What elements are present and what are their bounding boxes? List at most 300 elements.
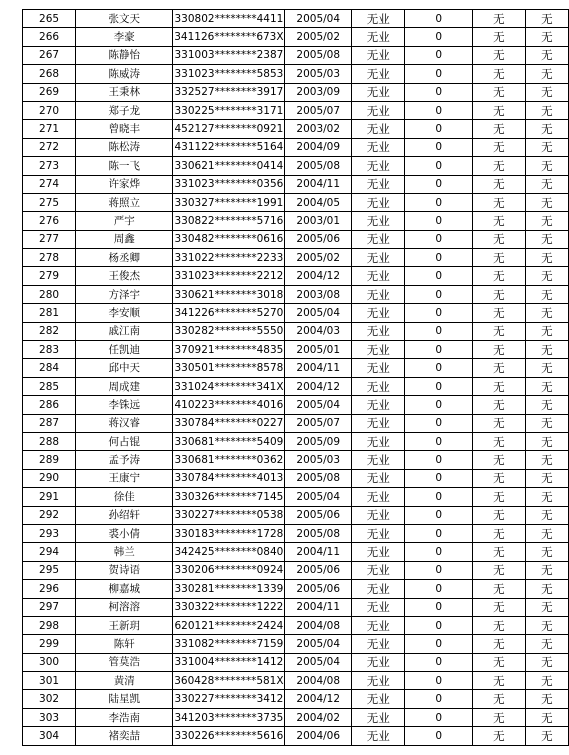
flag-cell-b: 无 <box>525 65 568 83</box>
row-number-cell: 292 <box>23 506 76 524</box>
table-row <box>23 65 569 83</box>
row-number-cell: 291 <box>23 488 76 506</box>
status-cell: 无业 <box>352 690 405 708</box>
name-cell: 陈轩 <box>76 635 173 653</box>
id-number-cell: 331082********7159 <box>173 635 285 653</box>
id-number-cell: 330206********0924 <box>173 561 285 579</box>
flag-cell-a: 无 <box>473 10 526 28</box>
flag-cell-a: 无 <box>473 65 526 83</box>
row-number-cell: 284 <box>23 359 76 377</box>
name-cell: 周鑫 <box>76 230 173 248</box>
date-cell: 2005/01 <box>285 341 352 359</box>
table-row <box>23 359 569 377</box>
flag-cell-a: 无 <box>473 46 526 64</box>
flag-cell-b: 无 <box>525 157 568 175</box>
flag-cell-b: 无 <box>525 561 568 579</box>
id-number-cell: 330227********3412 <box>173 690 285 708</box>
name-cell: 严宇 <box>76 212 173 230</box>
flag-cell-b: 无 <box>525 598 568 616</box>
id-number-cell: 330784********4013 <box>173 469 285 487</box>
date-cell: 2004/02 <box>285 708 352 726</box>
date-cell: 2004/06 <box>285 727 352 745</box>
date-cell: 2005/03 <box>285 65 352 83</box>
count-cell: 0 <box>405 561 473 579</box>
status-cell: 无业 <box>352 341 405 359</box>
status-cell: 无业 <box>352 432 405 450</box>
status-cell: 无业 <box>352 451 405 469</box>
name-cell: 蒋照立 <box>76 193 173 211</box>
status-cell: 无业 <box>352 304 405 322</box>
row-number-cell: 293 <box>23 524 76 542</box>
row-number-cell: 299 <box>23 635 76 653</box>
flag-cell-b: 无 <box>525 28 568 46</box>
flag-cell-a: 无 <box>473 616 526 634</box>
id-number-cell: 452127********0921 <box>173 120 285 138</box>
flag-cell-b: 无 <box>525 396 568 414</box>
name-cell: 蒋汉睿 <box>76 414 173 432</box>
name-cell: 郑子龙 <box>76 101 173 119</box>
name-cell: 曾晓丰 <box>76 120 173 138</box>
id-number-cell: 342425********0840 <box>173 543 285 561</box>
row-number-cell: 267 <box>23 46 76 64</box>
flag-cell-b: 无 <box>525 708 568 726</box>
name-cell: 王康宁 <box>76 469 173 487</box>
name-cell: 张文天 <box>76 10 173 28</box>
flag-cell-b: 无 <box>525 377 568 395</box>
date-cell: 2004/12 <box>285 267 352 285</box>
id-number-cell: 330281********1339 <box>173 580 285 598</box>
row-number-cell: 269 <box>23 83 76 101</box>
flag-cell-a: 无 <box>473 672 526 690</box>
count-cell: 0 <box>405 506 473 524</box>
date-cell: 2004/12 <box>285 377 352 395</box>
name-cell: 孙绍轩 <box>76 506 173 524</box>
flag-cell-a: 无 <box>473 561 526 579</box>
date-cell: 2005/02 <box>285 28 352 46</box>
count-cell: 0 <box>405 432 473 450</box>
name-cell: 李豪 <box>76 28 173 46</box>
table-row <box>23 653 569 671</box>
id-number-cell: 332527********3917 <box>173 83 285 101</box>
row-number-cell: 265 <box>23 10 76 28</box>
row-number-cell: 297 <box>23 598 76 616</box>
flag-cell-b: 无 <box>525 322 568 340</box>
count-cell: 0 <box>405 267 473 285</box>
date-cell: 2004/03 <box>285 322 352 340</box>
name-cell: 王秉林 <box>76 83 173 101</box>
name-cell: 戚江南 <box>76 322 173 340</box>
flag-cell-a: 无 <box>473 506 526 524</box>
id-number-cell: 330327********1991 <box>173 193 285 211</box>
count-cell: 0 <box>405 10 473 28</box>
flag-cell-a: 无 <box>473 359 526 377</box>
row-number-cell: 285 <box>23 377 76 395</box>
flag-cell-b: 无 <box>525 120 568 138</box>
count-cell: 0 <box>405 175 473 193</box>
table-row <box>23 267 569 285</box>
flag-cell-a: 无 <box>473 341 526 359</box>
date-cell: 2005/08 <box>285 524 352 542</box>
row-number-cell: 272 <box>23 138 76 156</box>
row-number-cell: 296 <box>23 580 76 598</box>
id-number-cell: 330282********5550 <box>173 322 285 340</box>
count-cell: 0 <box>405 543 473 561</box>
name-cell: 韩兰 <box>76 543 173 561</box>
status-cell: 无业 <box>352 212 405 230</box>
id-number-cell: 370921********4835 <box>173 341 285 359</box>
id-number-cell: 331003********2387 <box>173 46 285 64</box>
flag-cell-b: 无 <box>525 653 568 671</box>
id-number-cell: 360428********581X <box>173 672 285 690</box>
table-row <box>23 469 569 487</box>
count-cell: 0 <box>405 635 473 653</box>
count-cell: 0 <box>405 212 473 230</box>
table-row <box>23 580 569 598</box>
flag-cell-a: 无 <box>473 727 526 745</box>
date-cell: 2004/11 <box>285 543 352 561</box>
id-number-cell: 331023********0356 <box>173 175 285 193</box>
name-cell: 邱中天 <box>76 359 173 377</box>
count-cell: 0 <box>405 46 473 64</box>
name-cell: 陈威涛 <box>76 65 173 83</box>
count-cell: 0 <box>405 83 473 101</box>
row-number-cell: 278 <box>23 249 76 267</box>
table-row <box>23 672 569 690</box>
count-cell: 0 <box>405 359 473 377</box>
flag-cell-b: 无 <box>525 101 568 119</box>
table-row <box>23 46 569 64</box>
table-row <box>23 249 569 267</box>
table-row <box>23 83 569 101</box>
name-cell: 王新玥 <box>76 616 173 634</box>
flag-cell-a: 无 <box>473 83 526 101</box>
row-number-cell: 268 <box>23 65 76 83</box>
flag-cell-b: 无 <box>525 249 568 267</box>
name-cell: 孟予涛 <box>76 451 173 469</box>
date-cell: 2005/06 <box>285 230 352 248</box>
date-cell: 2004/11 <box>285 598 352 616</box>
status-cell: 无业 <box>352 414 405 432</box>
date-cell: 2003/08 <box>285 285 352 303</box>
status-cell: 无业 <box>352 598 405 616</box>
flag-cell-a: 无 <box>473 249 526 267</box>
flag-cell-a: 无 <box>473 451 526 469</box>
flag-cell-a: 无 <box>473 635 526 653</box>
date-cell: 2005/06 <box>285 561 352 579</box>
flag-cell-b: 无 <box>525 83 568 101</box>
date-cell: 2004/05 <box>285 193 352 211</box>
table-row <box>23 432 569 450</box>
name-cell: 方泽宇 <box>76 285 173 303</box>
flag-cell-b: 无 <box>525 506 568 524</box>
count-cell: 0 <box>405 469 473 487</box>
table-row <box>23 322 569 340</box>
table-row <box>23 157 569 175</box>
status-cell: 无业 <box>352 396 405 414</box>
count-cell: 0 <box>405 451 473 469</box>
flag-cell-b: 无 <box>525 469 568 487</box>
id-number-cell: 330322********1222 <box>173 598 285 616</box>
id-number-cell: 330681********0362 <box>173 451 285 469</box>
name-cell: 李安顺 <box>76 304 173 322</box>
id-number-cell: 330227********0538 <box>173 506 285 524</box>
name-cell: 李铢远 <box>76 396 173 414</box>
status-cell: 无业 <box>352 635 405 653</box>
name-cell: 黄清 <box>76 672 173 690</box>
name-cell: 许家烨 <box>76 175 173 193</box>
name-cell: 何占锟 <box>76 432 173 450</box>
status-cell: 无业 <box>352 708 405 726</box>
roster-table <box>22 9 569 746</box>
count-cell: 0 <box>405 230 473 248</box>
count-cell: 0 <box>405 341 473 359</box>
status-cell: 无业 <box>352 249 405 267</box>
date-cell: 2004/08 <box>285 616 352 634</box>
flag-cell-b: 无 <box>525 488 568 506</box>
name-cell: 陆星凯 <box>76 690 173 708</box>
table-row <box>23 101 569 119</box>
status-cell: 无业 <box>352 616 405 634</box>
name-cell: 王俊杰 <box>76 267 173 285</box>
name-cell: 李浩南 <box>76 708 173 726</box>
flag-cell-a: 无 <box>473 304 526 322</box>
row-number-cell: 281 <box>23 304 76 322</box>
date-cell: 2005/04 <box>285 304 352 322</box>
flag-cell-a: 无 <box>473 488 526 506</box>
status-cell: 无业 <box>352 672 405 690</box>
flag-cell-b: 无 <box>525 46 568 64</box>
flag-cell-b: 无 <box>525 543 568 561</box>
row-number-cell: 298 <box>23 616 76 634</box>
flag-cell-a: 无 <box>473 101 526 119</box>
table-row <box>23 138 569 156</box>
flag-cell-b: 无 <box>525 230 568 248</box>
table-row <box>23 175 569 193</box>
id-number-cell: 620121********2424 <box>173 616 285 634</box>
status-cell: 无业 <box>352 10 405 28</box>
id-number-cell: 331022********2233 <box>173 249 285 267</box>
count-cell: 0 <box>405 120 473 138</box>
count-cell: 0 <box>405 488 473 506</box>
count-cell: 0 <box>405 653 473 671</box>
row-number-cell: 286 <box>23 396 76 414</box>
status-cell: 无业 <box>352 101 405 119</box>
flag-cell-b: 无 <box>525 341 568 359</box>
status-cell: 无业 <box>352 561 405 579</box>
name-cell: 柯溶溶 <box>76 598 173 616</box>
id-number-cell: 410223********4016 <box>173 396 285 414</box>
id-number-cell: 341126********673X <box>173 28 285 46</box>
flag-cell-a: 无 <box>473 690 526 708</box>
table-row <box>23 230 569 248</box>
flag-cell-a: 无 <box>473 524 526 542</box>
flag-cell-b: 无 <box>525 267 568 285</box>
count-cell: 0 <box>405 690 473 708</box>
name-cell: 陈一飞 <box>76 157 173 175</box>
table-row <box>23 396 569 414</box>
table-row <box>23 377 569 395</box>
flag-cell-a: 无 <box>473 212 526 230</box>
date-cell: 2005/09 <box>285 432 352 450</box>
count-cell: 0 <box>405 193 473 211</box>
status-cell: 无业 <box>352 138 405 156</box>
table-row <box>23 561 569 579</box>
name-cell: 裘小倩 <box>76 524 173 542</box>
row-number-cell: 273 <box>23 157 76 175</box>
flag-cell-b: 无 <box>525 432 568 450</box>
table-row <box>23 616 569 634</box>
name-cell: 柳嘉城 <box>76 580 173 598</box>
id-number-cell: 330621********3018 <box>173 285 285 303</box>
flag-cell-b: 无 <box>525 359 568 377</box>
date-cell: 2004/11 <box>285 175 352 193</box>
count-cell: 0 <box>405 101 473 119</box>
flag-cell-a: 无 <box>473 28 526 46</box>
flag-cell-a: 无 <box>473 580 526 598</box>
status-cell: 无业 <box>352 157 405 175</box>
status-cell: 无业 <box>352 193 405 211</box>
name-cell: 任凯迪 <box>76 341 173 359</box>
status-cell: 无业 <box>352 46 405 64</box>
flag-cell-a: 无 <box>473 708 526 726</box>
table-row <box>23 285 569 303</box>
table-row <box>23 727 569 745</box>
table-row <box>23 212 569 230</box>
count-cell: 0 <box>405 249 473 267</box>
count-cell: 0 <box>405 708 473 726</box>
table-row <box>23 635 569 653</box>
table-row <box>23 28 569 46</box>
row-number-cell: 304 <box>23 727 76 745</box>
status-cell: 无业 <box>352 377 405 395</box>
row-number-cell: 274 <box>23 175 76 193</box>
table-row <box>23 506 569 524</box>
status-cell: 无业 <box>352 359 405 377</box>
flag-cell-a: 无 <box>473 120 526 138</box>
flag-cell-b: 无 <box>525 690 568 708</box>
row-number-cell: 266 <box>23 28 76 46</box>
table-row <box>23 120 569 138</box>
row-number-cell: 276 <box>23 212 76 230</box>
flag-cell-a: 无 <box>473 138 526 156</box>
row-number-cell: 270 <box>23 101 76 119</box>
row-number-cell: 287 <box>23 414 76 432</box>
count-cell: 0 <box>405 727 473 745</box>
table-row <box>23 10 569 28</box>
count-cell: 0 <box>405 65 473 83</box>
count-cell: 0 <box>405 616 473 634</box>
table-row <box>23 341 569 359</box>
status-cell: 无业 <box>352 65 405 83</box>
date-cell: 2004/08 <box>285 672 352 690</box>
date-cell: 2003/01 <box>285 212 352 230</box>
date-cell: 2004/11 <box>285 359 352 377</box>
date-cell: 2005/04 <box>285 653 352 671</box>
flag-cell-a: 无 <box>473 469 526 487</box>
date-cell: 2005/04 <box>285 488 352 506</box>
date-cell: 2005/04 <box>285 10 352 28</box>
date-cell: 2005/03 <box>285 451 352 469</box>
count-cell: 0 <box>405 285 473 303</box>
table-row <box>23 304 569 322</box>
count-cell: 0 <box>405 524 473 542</box>
count-cell: 0 <box>405 414 473 432</box>
id-number-cell: 330822********5716 <box>173 212 285 230</box>
flag-cell-a: 无 <box>473 377 526 395</box>
name-cell: 周成建 <box>76 377 173 395</box>
flag-cell-b: 无 <box>525 175 568 193</box>
id-number-cell: 330226********5616 <box>173 727 285 745</box>
date-cell: 2004/09 <box>285 138 352 156</box>
status-cell: 无业 <box>352 28 405 46</box>
flag-cell-a: 无 <box>473 432 526 450</box>
flag-cell-b: 无 <box>525 212 568 230</box>
id-number-cell: 330183********1728 <box>173 524 285 542</box>
date-cell: 2005/04 <box>285 396 352 414</box>
row-number-cell: 289 <box>23 451 76 469</box>
name-cell: 褚奕喆 <box>76 727 173 745</box>
count-cell: 0 <box>405 138 473 156</box>
flag-cell-a: 无 <box>473 267 526 285</box>
count-cell: 0 <box>405 672 473 690</box>
status-cell: 无业 <box>352 488 405 506</box>
status-cell: 无业 <box>352 469 405 487</box>
flag-cell-a: 无 <box>473 322 526 340</box>
date-cell: 2005/08 <box>285 469 352 487</box>
row-number-cell: 295 <box>23 561 76 579</box>
count-cell: 0 <box>405 580 473 598</box>
count-cell: 0 <box>405 598 473 616</box>
date-cell: 2005/02 <box>285 249 352 267</box>
row-number-cell: 280 <box>23 285 76 303</box>
table-row <box>23 488 569 506</box>
name-cell: 陈松涛 <box>76 138 173 156</box>
row-number-cell: 279 <box>23 267 76 285</box>
id-number-cell: 330501********8578 <box>173 359 285 377</box>
id-number-cell: 330621********0414 <box>173 157 285 175</box>
date-cell: 2005/04 <box>285 635 352 653</box>
flag-cell-a: 无 <box>473 230 526 248</box>
status-cell: 无业 <box>352 322 405 340</box>
table-row <box>23 690 569 708</box>
id-number-cell: 331004********1412 <box>173 653 285 671</box>
id-number-cell: 331024********341X <box>173 377 285 395</box>
row-number-cell: 282 <box>23 322 76 340</box>
date-cell: 2003/09 <box>285 83 352 101</box>
row-number-cell: 302 <box>23 690 76 708</box>
status-cell: 无业 <box>352 230 405 248</box>
id-number-cell: 330802********4411 <box>173 10 285 28</box>
table-row <box>23 414 569 432</box>
status-cell: 无业 <box>352 580 405 598</box>
date-cell: 2004/12 <box>285 690 352 708</box>
status-cell: 无业 <box>352 524 405 542</box>
id-number-cell: 331023********5853 <box>173 65 285 83</box>
count-cell: 0 <box>405 28 473 46</box>
status-cell: 无业 <box>352 653 405 671</box>
flag-cell-b: 无 <box>525 451 568 469</box>
flag-cell-b: 无 <box>525 616 568 634</box>
flag-cell-b: 无 <box>525 524 568 542</box>
row-number-cell: 277 <box>23 230 76 248</box>
id-number-cell: 431122********5164 <box>173 138 285 156</box>
flag-cell-b: 无 <box>525 285 568 303</box>
name-cell: 徐佳 <box>76 488 173 506</box>
status-cell: 无业 <box>352 175 405 193</box>
name-cell: 陈静怡 <box>76 46 173 64</box>
id-number-cell: 330225********3171 <box>173 101 285 119</box>
flag-cell-a: 无 <box>473 598 526 616</box>
